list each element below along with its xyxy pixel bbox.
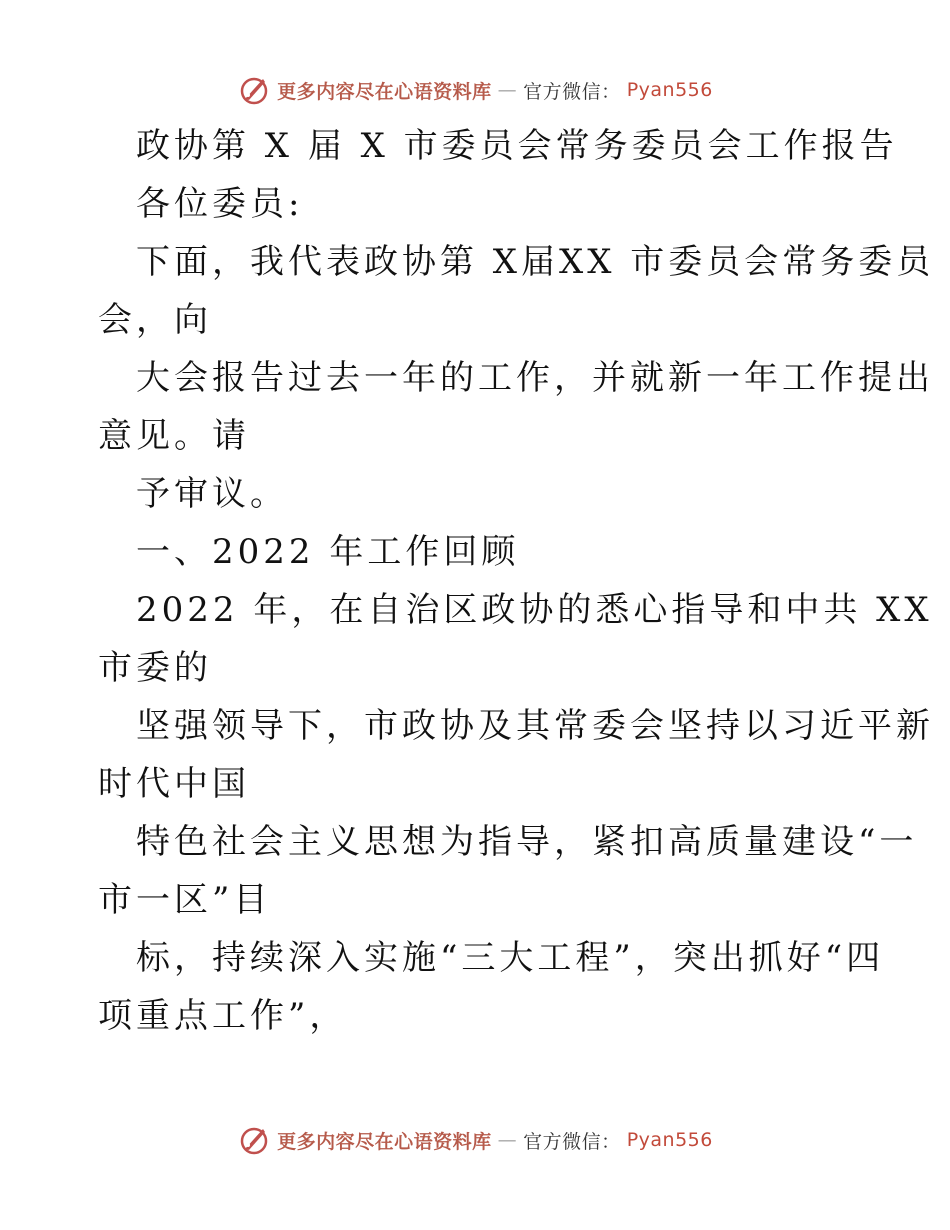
paragraph-line: 一、2022 年工作回顾 [136, 532, 520, 572]
watermark-wechat-id: Pyan556 [626, 1129, 713, 1151]
paragraph-line: 市委的 [98, 648, 212, 688]
footer-watermark [0, 1120, 950, 1160]
quill-pen-logo-icon [237, 1123, 271, 1157]
paragraph-line: 坚强领导下，市政协及其常委会坚持以习近平新 [136, 706, 934, 746]
paragraph-line: 市一区”目 [98, 880, 272, 920]
watermark-text: 更多内容尽在心语资料库 [277, 1130, 492, 1153]
paragraph-line: 下面，我代表政协第 X届XX 市委员会常务委员 [136, 242, 935, 282]
watermark-separator: — [497, 79, 518, 101]
watermark-wechat-id: Pyan556 [626, 79, 713, 101]
watermark-official-label: 官方微信： [523, 80, 621, 103]
paragraph-line: 会，向 [98, 300, 212, 340]
header-watermark [0, 70, 950, 110]
watermark-text: 更多内容尽在心语资料库 [277, 80, 492, 103]
paragraph-line: 意见。请 [98, 416, 250, 456]
paragraph-line: 特色社会主义思想为指导，紧扣高质量建设“一 [136, 822, 918, 862]
quill-pen-logo-icon [237, 73, 271, 107]
paragraph-line: 大会报告过去一年的工作，并就新一年工作提出 [136, 358, 934, 398]
watermark-official-label: 官方微信： [523, 1130, 621, 1153]
paragraph-line: 各位委员: [136, 184, 304, 224]
document-title: 政协第 X 届 X 市委员会常务委员会工作报告 [136, 126, 898, 166]
paragraph-line: 项重点工作”， [98, 996, 348, 1036]
paragraph-line: 标，持续深入实施“三大工程”，突出抓好“四 [136, 938, 885, 978]
document-body [98, 117, 935, 1045]
paragraph-line: 予审议。 [136, 474, 288, 514]
paragraph-line: 时代中国 [98, 764, 250, 804]
watermark-separator: — [497, 1129, 518, 1151]
paragraph-line: 2022 年，在自治区政协的悉心指导和中共 XX [136, 590, 933, 630]
